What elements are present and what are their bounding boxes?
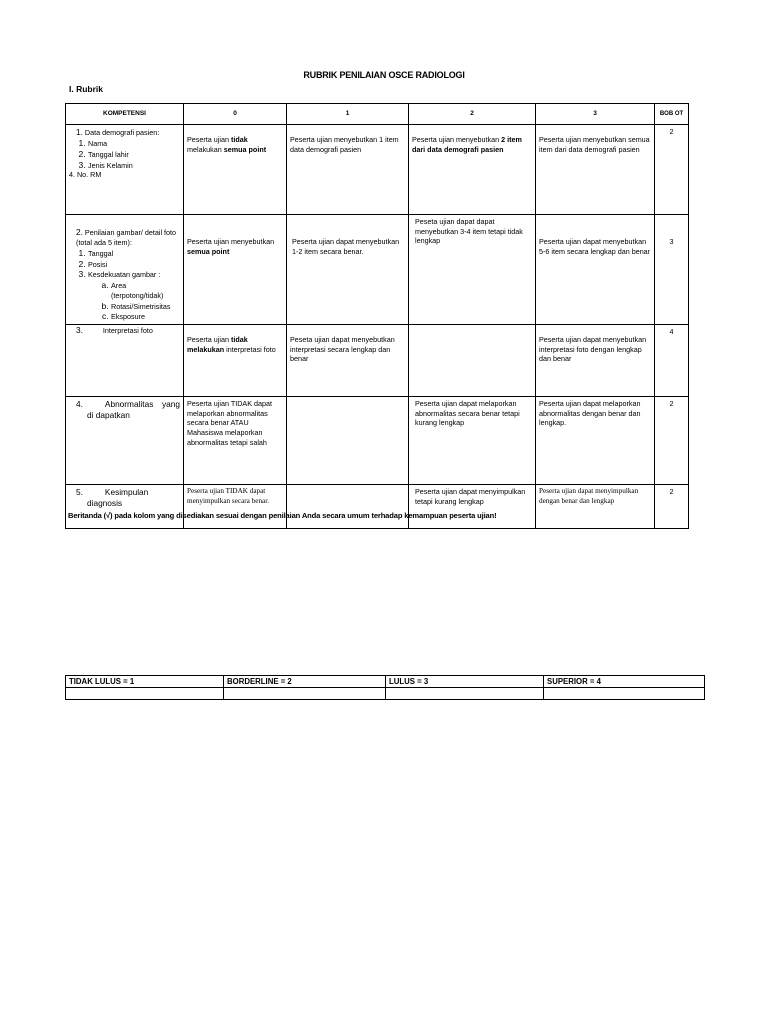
competency-cell — [66, 125, 184, 215]
score-2-cell: Peserta ujian dapat melaporkan abnormalitas secara benar tetapi kurang lengkap — [409, 396, 536, 484]
list-item: 3. Jenis Kelamin — [88, 160, 180, 171]
instruction-note: Beritanda (√) pada kolom yang disediakan sesuai dengan penilaian Anda secara umum terhadap kemampuan peserta ujian! — [68, 511, 497, 520]
cell-keyword: semua point — [223, 144, 267, 154]
rubric-header-row — [66, 104, 689, 125]
grade-table — [65, 675, 705, 700]
bobot-cell: 2 — [655, 484, 689, 528]
cell-text: Peserta ujian — [187, 334, 231, 344]
grade-header-row — [66, 676, 705, 688]
competency-cell — [66, 396, 184, 484]
sub-list-item: a. Area (terpotong/tidak) — [111, 280, 180, 300]
page-title: RUBRIK PENILAIAN OSCE RADIOLOGI — [303, 70, 465, 80]
score-2-cell — [409, 324, 536, 396]
sub-list-item: b. Rotasi/Simetrisitas — [111, 301, 180, 312]
score-3-cell: Peserta ujian dapat menyebutkan interpretasi foto dengan lengkap dan benar — [536, 324, 655, 396]
rubric-table — [65, 103, 689, 529]
section-title: I. Rubrik — [69, 84, 104, 94]
score-3-cell: Peserta ujian menyebutkan semua item dari data demografi pasien — [536, 125, 655, 215]
competency-number: 4. — [76, 398, 83, 409]
header-score-2: 2 — [409, 104, 536, 125]
score-3-cell: Peserta ujian dapat melaporkan abnormalitas dengan benar dan lengkap. — [536, 396, 655, 484]
list-item: 2. Posisi — [88, 259, 180, 270]
table-row — [66, 324, 689, 396]
score-2-cell — [409, 125, 536, 215]
score-2-cell: Peseta ujian dapat dapat menyebutkan 3-4 item tetapi tidak lengkap — [409, 215, 536, 325]
list-item: 1. Tanggal — [88, 248, 180, 259]
grade-checkbox-row — [66, 688, 705, 700]
cell-keyword: tidak melakukan — [187, 334, 248, 354]
bobot-cell: 4 — [655, 324, 689, 396]
competency-title-line: Kesimpulan — [104, 486, 149, 497]
cell-text: Peserta ujian menyebutkan — [187, 237, 275, 246]
competency-title: Data demografi pasien: — [84, 128, 160, 137]
bobot-cell: 3 — [655, 215, 689, 325]
cell-keyword: tidak — [230, 135, 248, 144]
cell-keyword: semua point — [187, 246, 230, 256]
competency-cell — [66, 215, 184, 325]
score-0-cell: Peserta ujian TIDAK dapat melaporkan abnormalitas secara benar ATAU Mahasiswa melaporkan abnormalitas tetapi salah — [184, 396, 287, 484]
cell-keyword: 2 item dari data demografi pasien — [412, 135, 522, 154]
score-1-cell: Peseta ujian dapat menyebutkan interpretasi secara lengkap dan benar — [287, 324, 409, 396]
bobot-cell: 2 — [655, 396, 689, 484]
grade-lulus: LULUS = 3 — [386, 676, 544, 688]
competency-title-line: diagnosis — [87, 498, 123, 509]
header-kompetensi: KOMPETENSI — [66, 104, 184, 125]
grade-tidak-lulus: TIDAK LULUS = 1 — [66, 676, 224, 688]
competency-cell — [66, 324, 184, 396]
competency-title-line: di dapatkan — [87, 410, 130, 421]
score-1-cell — [287, 396, 409, 484]
cell-text: Peserta ujian — [187, 135, 231, 144]
bobot-cell: 2 — [655, 125, 689, 215]
sub-list-item: c. Eksposure — [111, 311, 180, 322]
table-row — [66, 125, 689, 215]
cell-text: interpretasi foto — [224, 344, 276, 354]
table-row — [66, 396, 689, 484]
competency-number: 2. — [76, 227, 83, 237]
grade-borderline: BORDERLINE = 2 — [224, 676, 386, 688]
score-0-cell — [184, 324, 287, 396]
competency-title: Interpretasi foto — [102, 325, 153, 335]
header-score-3: 3 — [536, 104, 655, 125]
cell-text: Peserta ujian menyebutkan — [412, 135, 502, 144]
table-row — [66, 484, 689, 528]
grade-check-cell[interactable] — [544, 688, 705, 700]
score-1-cell: Peserta ujian dapat menyebutkan 1-2 item secara benar. — [287, 215, 409, 325]
competency-number: 3. — [76, 324, 83, 335]
competency-title: Penilaian gambar/ detail foto (total ada 5 item): — [76, 228, 177, 248]
score-1-cell — [287, 484, 409, 528]
competency-number: 5. — [76, 486, 83, 497]
list-item-label: Kesdekuatan gambar : — [88, 270, 161, 280]
grade-superior: SUPERIOR = 4 — [544, 676, 705, 688]
score-0-cell: Peserta ujian TIDAK dapat menyimpulkan secara benar. — [184, 484, 287, 528]
header-score-1: 1 — [287, 104, 409, 125]
score-3-cell: Peserta ujian dapat menyimpulkan dengan benar dan lengkap — [536, 484, 655, 528]
score-3-cell: Peserta ujian dapat menyebutkan 5-6 item secara lengkap dan benar — [536, 215, 655, 325]
list-item: 1. Nama — [88, 138, 180, 149]
list-item — [88, 269, 180, 322]
score-0-cell — [184, 215, 287, 325]
list-item: 2. Tanggal lahir — [88, 149, 180, 160]
table-row — [66, 215, 689, 325]
score-1-cell: Peserta ujian menyebutkan 1 item data demografi pasien — [287, 125, 409, 215]
grade-check-cell[interactable] — [66, 688, 224, 700]
competency-title-line: Abnormalitas yang — [104, 398, 180, 409]
competency-extra: 4. No. RM — [69, 170, 102, 180]
header-bobot: BOB OT — [655, 104, 689, 125]
competency-number: 1. — [76, 127, 83, 137]
score-0-cell — [184, 125, 287, 215]
header-score-0: 0 — [184, 104, 287, 125]
grade-check-cell[interactable] — [386, 688, 544, 700]
cell-text: melakukan — [187, 144, 224, 154]
score-2-cell: Peserta ujian dapat menyimpulkan tetapi kurang lengkap — [409, 484, 536, 528]
competency-cell — [66, 484, 184, 528]
grade-check-cell[interactable] — [224, 688, 386, 700]
